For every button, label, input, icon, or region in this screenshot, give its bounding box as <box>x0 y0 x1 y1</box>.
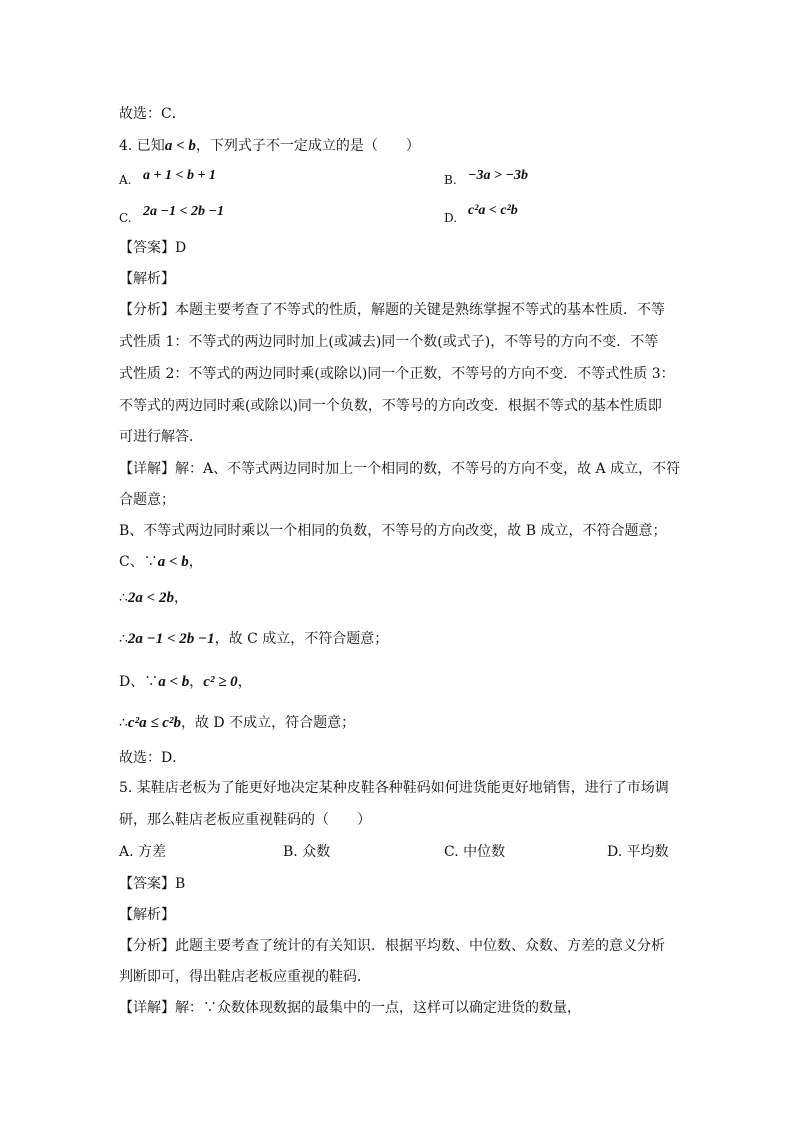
detail-4-c2-line <box>119 588 188 608</box>
q5-option-c: C. 中位数 <box>444 844 506 860</box>
analysis-heading-5: 【解析】 <box>119 907 175 923</box>
analysis-4-line-2: 式性质 1：不等式的两边同时加上(或减去)同一个数(或式子)，不等号的方向不变．不等 <box>119 334 659 350</box>
q5-option-d: D. 平均数 <box>607 844 669 860</box>
analysis-4-line-5: 可进行解答． <box>119 429 203 445</box>
c3-math: 2a −1 < 2b −1 <box>127 631 215 647</box>
c3-suffix: ，故 C 成立，不符合题意； <box>214 631 389 647</box>
question-5-line-1: 5. 某鞋店老板为了能更好地决定某种皮鞋各种鞋码如何进货能更好地销售，进行了市场调 <box>119 780 669 796</box>
option-d-label: D. <box>444 211 458 225</box>
d-math-2: c² ≥ 0 <box>203 674 238 690</box>
option-c-math: 2a −1 < 2b −1 <box>143 204 224 219</box>
answer-5: 【答案】B <box>119 876 186 892</box>
c-suffix: ， <box>188 554 203 570</box>
d-prefix: D、∵ <box>119 674 159 690</box>
c-prefix: C、∵ <box>119 554 158 570</box>
c3-prefix: ∴ <box>119 631 128 647</box>
d-math-1: a < b <box>158 674 190 690</box>
d-suffix: ， <box>237 674 252 690</box>
question-4-suffix: ，下列式子不一定成立的是（ ） <box>195 138 420 154</box>
c-math: a < b <box>157 554 189 570</box>
d2-suffix: ，故 D 不成立，符合题意； <box>180 715 356 731</box>
question-4-condition-math: a < b <box>164 138 196 154</box>
q5-option-a: A. 方差 <box>119 844 167 860</box>
option-c-label: C. <box>119 211 132 225</box>
c2-prefix: ∴ <box>119 590 128 606</box>
detail-4-line-3: B、不等式两边同时乘以一个相同的负数，不等号的方向改变，故 B 成立，不符合题意； <box>119 523 667 539</box>
analysis-5-line-2: 判断即可，得出鞋店老板应重视的鞋码． <box>119 969 371 985</box>
detail-4-c-line <box>119 552 203 572</box>
c2-suffix: ， <box>173 590 188 606</box>
answer-choice-line: 故选：C． <box>119 106 186 122</box>
option-b-math: −3a > −3b <box>468 168 528 183</box>
detail-5-line-1: 【详解】解：∵众数体现数据的最集中的一点，这样可以确定进货的数量， <box>119 1000 581 1016</box>
q5-option-b: B. 众数 <box>283 844 331 860</box>
d2-math: c²a ≤ c²b <box>127 715 181 731</box>
detail-4-line-2: 合题意； <box>119 492 175 508</box>
question-4-prefix: 4. 已知 <box>119 138 165 154</box>
analysis-5-line-1: 【分析】此题主要考查了统计的有关知识．根据平均数、中位数、众数、方差的意义分析 <box>119 938 665 954</box>
detail-4-line-1: 【详解】解：A、不等式两边同时加上一个相同的数，不等号的方向不变，故 A 成立，不符 <box>119 461 681 477</box>
question-4-stem <box>119 136 420 156</box>
option-d-math: c²a < c²b <box>468 203 518 218</box>
detail-4-d-line <box>119 672 252 692</box>
d2-prefix: ∴ <box>119 715 128 731</box>
detail-4-c3-line <box>119 629 388 649</box>
option-a-math: a + 1 < b + 1 <box>143 168 216 183</box>
d-sep: ， <box>189 674 204 690</box>
analysis-4-line-4: 不等式的两边同时乘(或除以)同一个负数，不等号的方向改变．根据不等式的基本性质即 <box>119 398 662 414</box>
c2-math: 2a < 2b <box>127 590 174 606</box>
option-a-label: A. <box>119 173 132 187</box>
detail-4-d2-line <box>119 713 355 733</box>
analysis-4-line-3: 式性质 2：不等式的两边同时乘(或除以)同一个正数，不等号的方向不变．不等式性质 3： <box>119 366 675 382</box>
question-5-line-2: 研，那么鞋店老板应重视鞋码的（ ） <box>119 812 371 828</box>
analysis-heading-4: 【解析】 <box>119 271 175 287</box>
answer-choice-4: 故选：D． <box>119 750 187 766</box>
analysis-4-line-1: 【分析】本题主要考查了不等式的性质，解题的关键是熟练掌握不等式的基本性质．不等 <box>119 302 665 318</box>
answer-4: 【答案】D <box>119 240 187 256</box>
option-b-label: B. <box>444 173 457 187</box>
